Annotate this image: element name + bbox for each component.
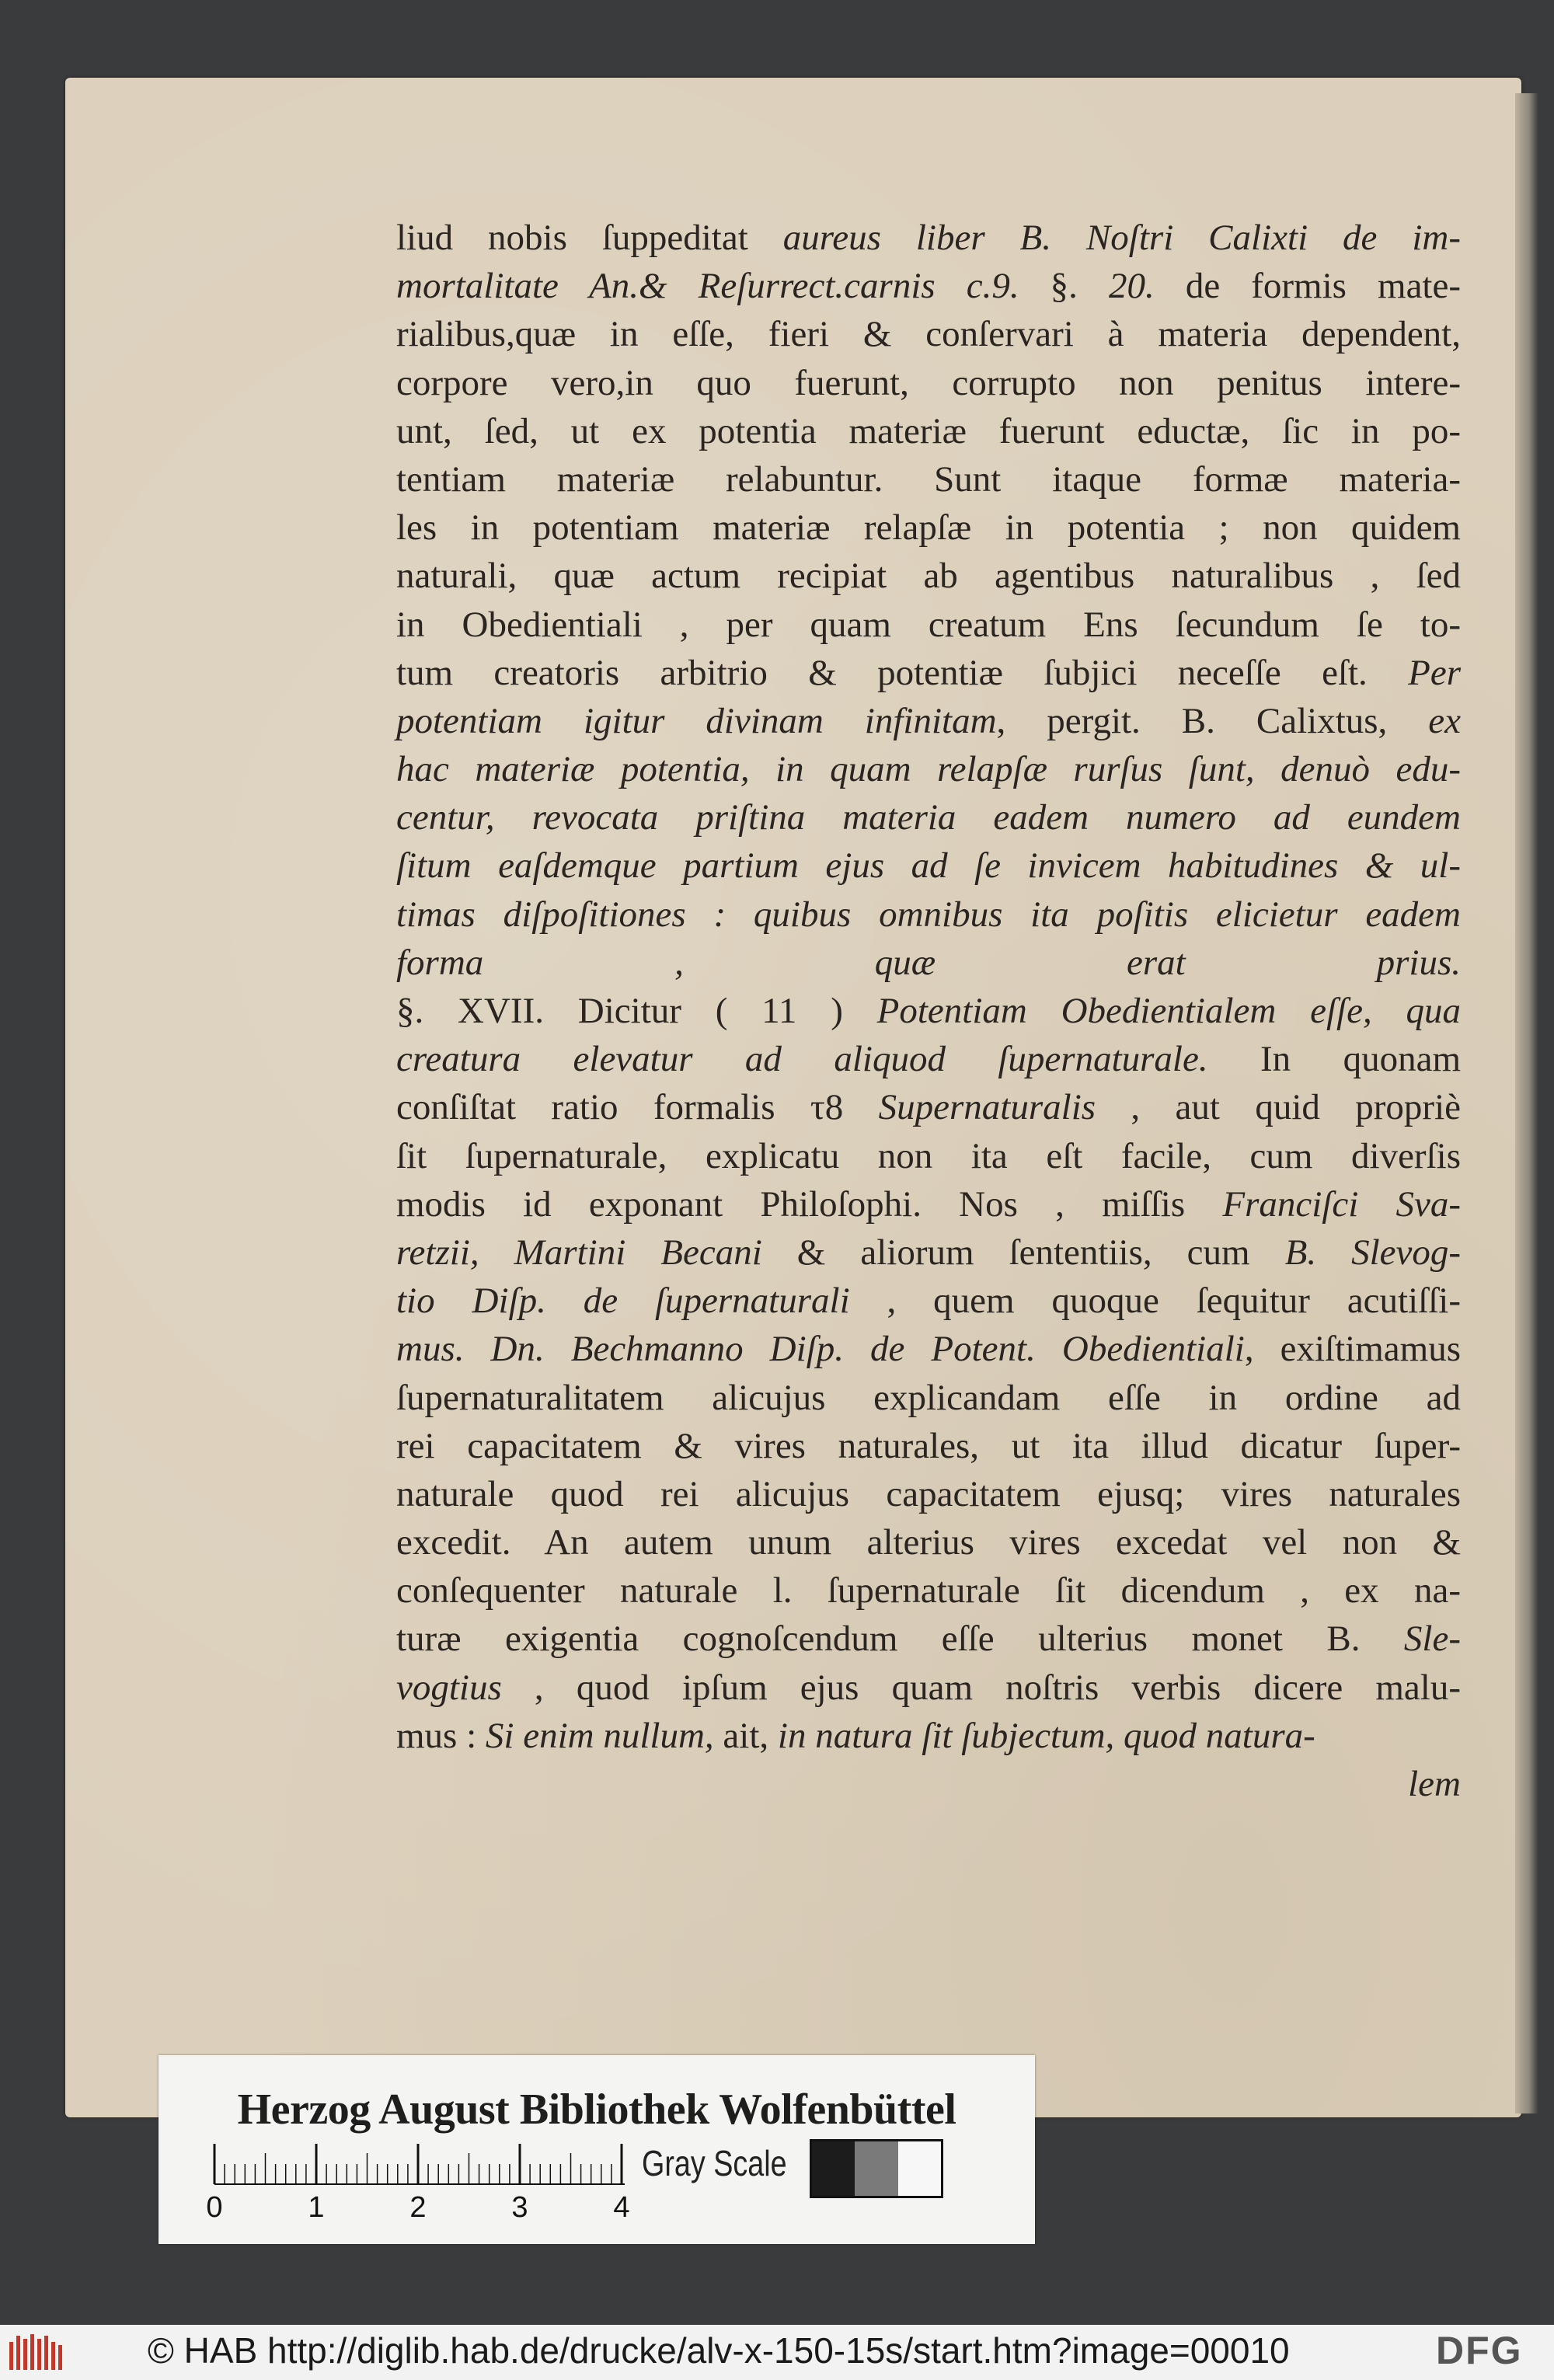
text-line [396, 649, 1461, 697]
roman-text: , quem quoque ſequitur acutiſſi- [849, 1281, 1461, 1322]
italic-text: hac materiæ potentia, in quam relapſæ rurſus ſunt, denuò edu- [396, 749, 1461, 790]
italic-text: ex [1428, 700, 1462, 741]
roman-text: excedit. An autem unum alterius vires excedat vel non & [396, 1522, 1461, 1563]
roman-text: de formis mate- [1154, 266, 1462, 307]
text-line [396, 455, 1461, 504]
text-line [396, 1566, 1461, 1615]
ruler-number: 4 [613, 2191, 630, 2220]
text-line [396, 987, 1461, 1035]
gray-patch [898, 2141, 941, 2196]
italic-text: forma , quæ erat prius. [396, 942, 1461, 983]
roman-text: ait, [713, 1715, 778, 1756]
roman-text: turæ exigentia cognoſcendum eſſe ulterius monet B. [396, 1619, 1404, 1660]
text-line [396, 1664, 1461, 1712]
text-line [396, 697, 1461, 745]
roman-text: corpore vero,in quo fuerunt, corrupto non penitus intere- [396, 362, 1461, 403]
text-line [396, 359, 1461, 407]
roman-text: & aliorum ſententiis, cum [761, 1232, 1285, 1273]
text-line [396, 939, 1461, 987]
gray-scale-swatch [810, 2139, 943, 2198]
text-line [396, 1615, 1461, 1663]
text-line [396, 1083, 1461, 1131]
roman-text: in Obedientiali , per quam creatum Ens ſecundum ſe to- [396, 604, 1461, 645]
text-line [396, 601, 1461, 649]
roman-text: les in potentiam materiæ relapſæ in potentia ; non quidem [396, 507, 1461, 549]
italic-text: mortalitate An.& Reſurrect.carnis c.9. [396, 266, 1019, 307]
italic-text: creatura elevatur ad aliquod ſupernaturale. [396, 1039, 1208, 1080]
italic-text: aureus liber B. Noſtri Calixti de im- [782, 218, 1461, 258]
text-line [396, 1228, 1461, 1277]
library-name: Herzog August Bibliothek Wolfenbüttel [237, 2086, 956, 2134]
text-line [396, 1132, 1461, 1180]
roman-text: modis id exponant Philoſophi. Nos , miſſis [396, 1183, 1223, 1225]
copyright-url: © HAB http://diglib.hab.de/drucke/alv-x-150-15s/start.htm?image=00010 [148, 2330, 1290, 2371]
roman-text: , aut quid propriè [1096, 1087, 1461, 1128]
text-line [396, 1374, 1461, 1422]
roman-text: tentiam materiæ relabuntur. Sunt itaque formæ materia- [396, 458, 1461, 500]
ruler-number: 2 [409, 2191, 427, 2220]
footer-bar [0, 2325, 1554, 2380]
italic-text: retzii, Martini Becani [396, 1232, 762, 1273]
italic-text: ſitum eaſdemque partium ejus ad ſe invicem habitudines & ul- [396, 845, 1461, 887]
library-label-card [159, 2055, 1035, 2244]
ruler-number: 0 [206, 2191, 223, 2220]
italic-text: Sle- [1403, 1619, 1461, 1660]
italic-text: vogtius [396, 1667, 502, 1708]
roman-text: naturali, quæ actum recipiat ab agentibus naturalibus , ſed [396, 556, 1461, 597]
italic-text: in natura ſit ſubjectum, quod natura- [777, 1715, 1315, 1756]
roman-text: In quonam [1207, 1039, 1462, 1080]
roman-text: , quod ipſum ejus quam noſtris verbis dicere malu- [501, 1667, 1461, 1708]
text-line [396, 1277, 1461, 1325]
roman-text: ſit ſupernaturale, explicatu non ita eſt facile, cum diverſis [396, 1135, 1461, 1176]
roman-text: rei capacitatem & vires naturales, ut ita illud dicatur ſuper- [396, 1425, 1461, 1466]
hab-logo-icon [8, 2331, 64, 2375]
text-line [396, 745, 1461, 793]
italic-text: Franciſci Sva- [1222, 1183, 1461, 1225]
italic-text: mus. Dn. Bechmanno Diſp. de Potent. Obedientiali [396, 1329, 1245, 1370]
text-line [396, 1470, 1461, 1518]
gray-patch [812, 2141, 855, 2196]
text-line [396, 1712, 1461, 1760]
roman-text: §. XVII. Dicitur ( 11 ) [396, 991, 877, 1031]
italic-text: timas diſpoſitiones : quibus omnibus ita poſitis elicietur eadem [396, 894, 1461, 935]
page-edge-shadow [1515, 93, 1538, 2113]
text-line [396, 1422, 1461, 1470]
text-line [396, 1518, 1461, 1566]
ruler-number: 3 [511, 2191, 528, 2220]
italic-text: Si enim nullum, [485, 1715, 714, 1756]
text-line [396, 552, 1461, 600]
text-line [396, 407, 1461, 455]
page-text [396, 214, 1461, 1808]
italic-text: Supernaturalis [878, 1087, 1096, 1128]
italic-text: 20. [1109, 266, 1155, 307]
roman-text: , exiſtimamus [1244, 1329, 1461, 1370]
italic-text: potentiam igitur divinam infinitam [396, 700, 997, 741]
italic-text: tio Diſp. de ſupernaturali [396, 1281, 850, 1322]
roman-text: conſequenter naturale l. ſupernaturale ſit dicendum , ex na- [396, 1570, 1461, 1612]
text-line [396, 310, 1461, 358]
roman-text: unt, ſed, ut ex potentia materiæ fuerunt eductæ, ſic in po- [396, 410, 1461, 451]
roman-text: , pergit. B. Calixtus, [996, 700, 1429, 741]
italic-text: Potentiam Obedientialem eſſe, qua [876, 991, 1461, 1031]
text-line [396, 890, 1461, 939]
text-line [396, 1035, 1461, 1083]
text-line [396, 504, 1461, 552]
roman-text: rialibus,quæ in eſſe, fieri & conſervari à materia dependent, [396, 314, 1461, 355]
italic-text: B. Slevog- [1284, 1232, 1462, 1273]
roman-text: tum creatoris arbitrio & potentiæ ſubjici neceſſe eſt. [396, 652, 1409, 693]
text-line [396, 214, 1461, 262]
roman-text: conſiſtat ratio formalis τ8 [396, 1087, 879, 1128]
text-line [396, 1325, 1461, 1373]
text-line [396, 262, 1461, 310]
roman-text: naturale quod rei alicujus capacitatem ejusq; vires naturales [396, 1473, 1461, 1514]
gray-patch [855, 2141, 897, 2196]
roman-text: ſupernaturalitatem alicujus explicandam eſſe in ordine ad [396, 1377, 1461, 1418]
ruler-number: 1 [308, 2191, 325, 2220]
gray-scale-label: Gray Scale [642, 2143, 787, 2183]
catchword: lem [1408, 1764, 1461, 1804]
italic-text: centur, revocata priſtina materia eadem numero ad eundem [396, 797, 1461, 838]
text-line [396, 1180, 1461, 1228]
text-line [396, 842, 1461, 890]
roman-text: liud nobis ſuppeditat [396, 218, 783, 258]
roman-text: mus : [396, 1715, 486, 1756]
dfg-logo: DFG [1436, 2329, 1523, 2372]
text-line [396, 793, 1461, 842]
italic-text: Per [1408, 652, 1461, 693]
roman-text: §. [1019, 266, 1109, 307]
